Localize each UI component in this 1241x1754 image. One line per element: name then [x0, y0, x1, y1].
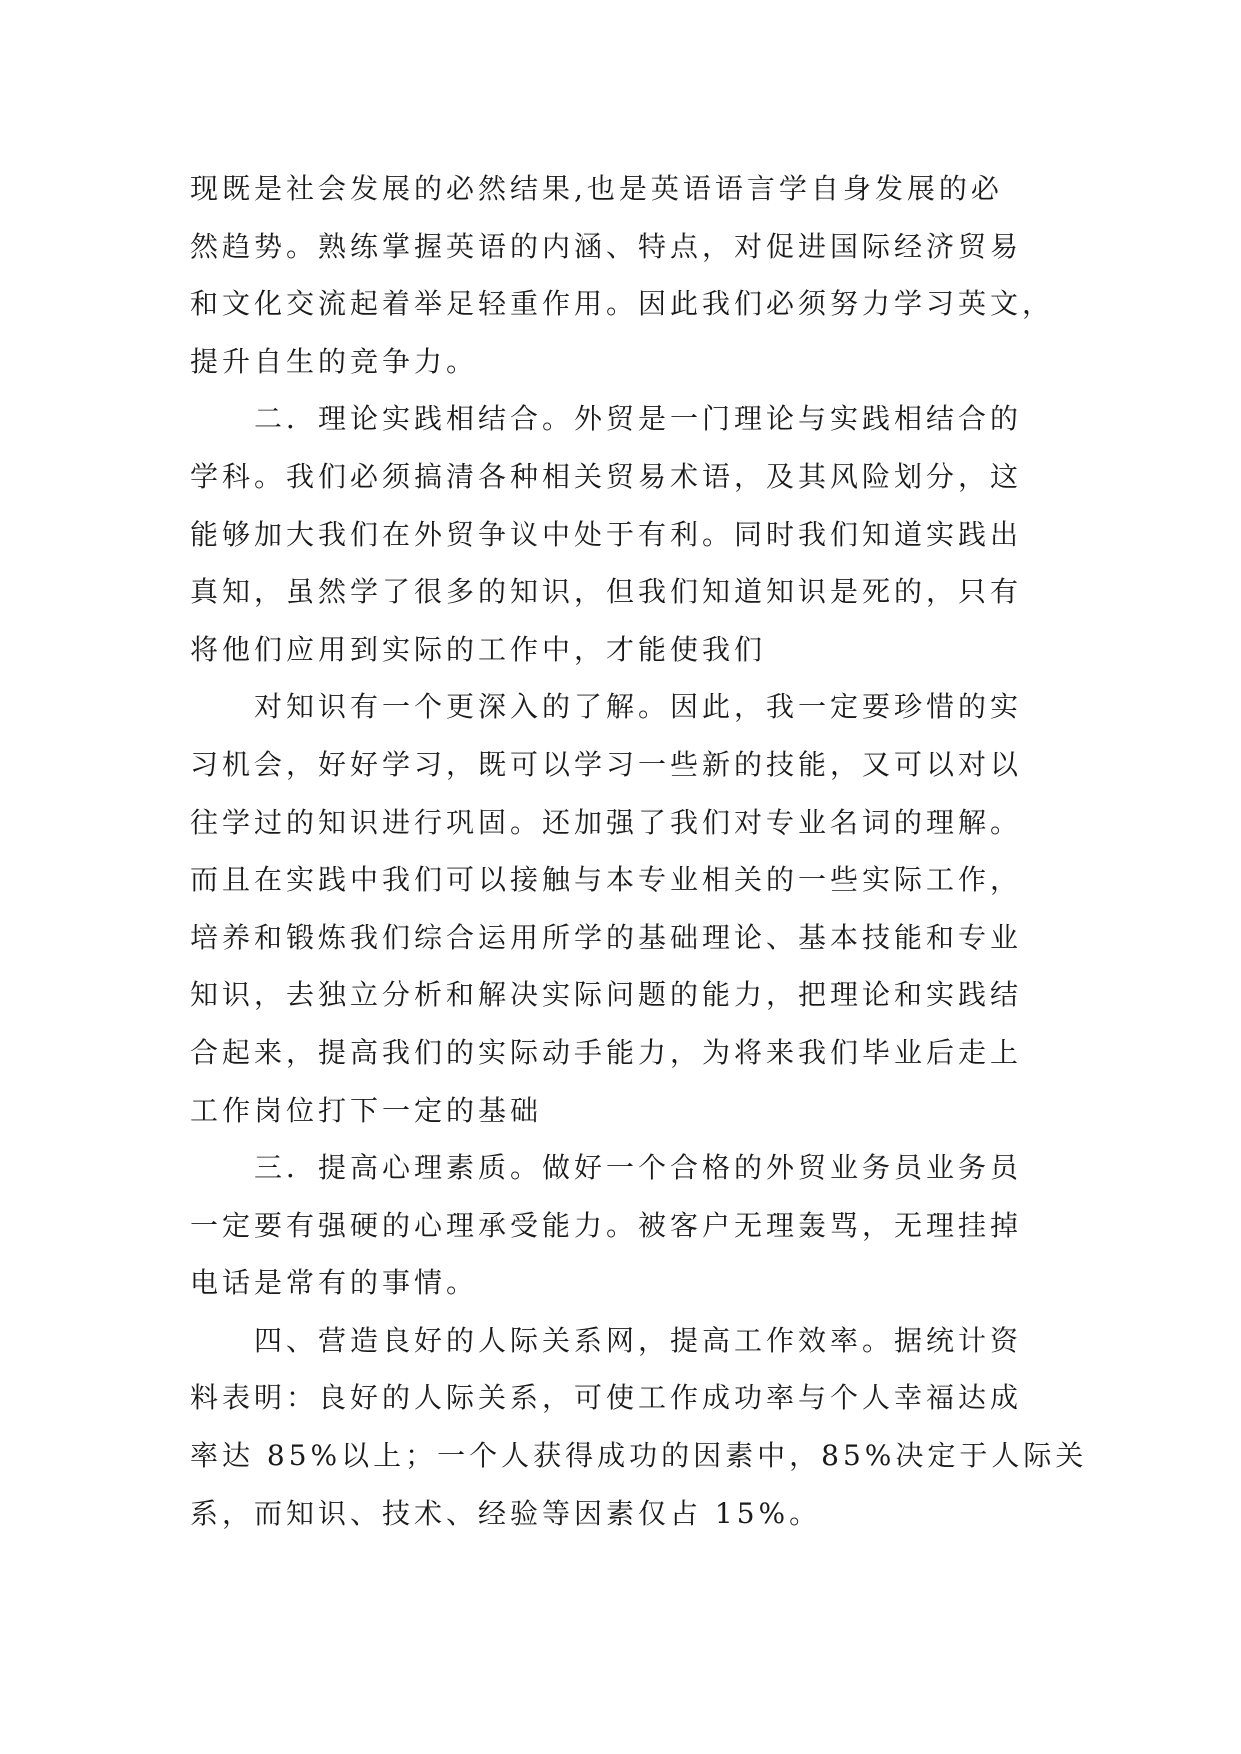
text-line: 将他们应用到实际的工作中，才能使我们: [190, 632, 767, 666]
text-line: 现既是社会发展的必然结果,也是英语语言学自身发展的必: [190, 172, 1003, 205]
text-line: 然趋势。熟练掌握英语的内涵、特点，对促进国际经济贸易: [190, 229, 1023, 263]
text-line: 习机会，好好学习，既可以学习一些新的技能，又可以对以: [190, 747, 1023, 781]
text-line: 工作岗位打下一定的基础: [190, 1093, 543, 1127]
text-line: 料表明：良好的人际关系，可使工作成功率与个人幸福达成: [190, 1381, 1023, 1415]
text-line: 真知，虽然学了很多的知识，但我们知道知识是死的，只有: [190, 575, 1023, 609]
text-line: 提升自生的竞争力。: [190, 344, 479, 378]
text-line: 而且在实践中我们可以接触与本专业相关的一些实际工作，: [190, 863, 1023, 897]
text-line: 往学过的知识进行巩固。还加强了我们对专业名词的理解。: [190, 805, 1023, 839]
text-line: 和文化交流起着举足轻重作用。因此我们必须努力学习英文，: [190, 287, 1055, 321]
paragraph-heading-line: 四、营造良好的人际关系网，提高工作效率。据统计资: [254, 1323, 1023, 1357]
paragraph-heading-line: 二．理论实践相结合。外贸是一门理论与实践相结合的: [254, 402, 1023, 436]
text-line: 知识，去独立分析和解决实际问题的能力，把理论和实践结: [190, 978, 1023, 1012]
paragraph-heading-line: 三．提高心理素质。做好一个合格的外贸业务员业务员: [254, 1151, 1023, 1185]
document-body: [190, 160, 1088, 1542]
text-line: 率达 85%以上；一个人获得成功的因素中，85%决定于人际关: [190, 1439, 1088, 1473]
text-line: 系，而知识、技术、经验等因素仅占 15%。: [190, 1496, 822, 1530]
text-line: 培养和锻炼我们综合运用所学的基础理论、基本技能和专业: [190, 920, 1023, 954]
text-line: 能够加大我们在外贸争议中处于有利。同时我们知道实践出: [190, 517, 1023, 551]
text-line: 一定要有强硬的心理承受能力。被客户无理轰骂，无理挂掉: [190, 1208, 1023, 1242]
text-line: 学科。我们必须搞清各种相关贸易术语，及其风险划分，这: [190, 459, 1023, 493]
text-line: 电话是常有的事情。: [190, 1266, 479, 1300]
paragraph-start-line: 对知识有一个更深入的了解。因此，我一定要珍惜的实: [254, 690, 1023, 724]
text-line: 合起来，提高我们的实际动手能力，为将来我们毕业后走上: [190, 1035, 1023, 1069]
